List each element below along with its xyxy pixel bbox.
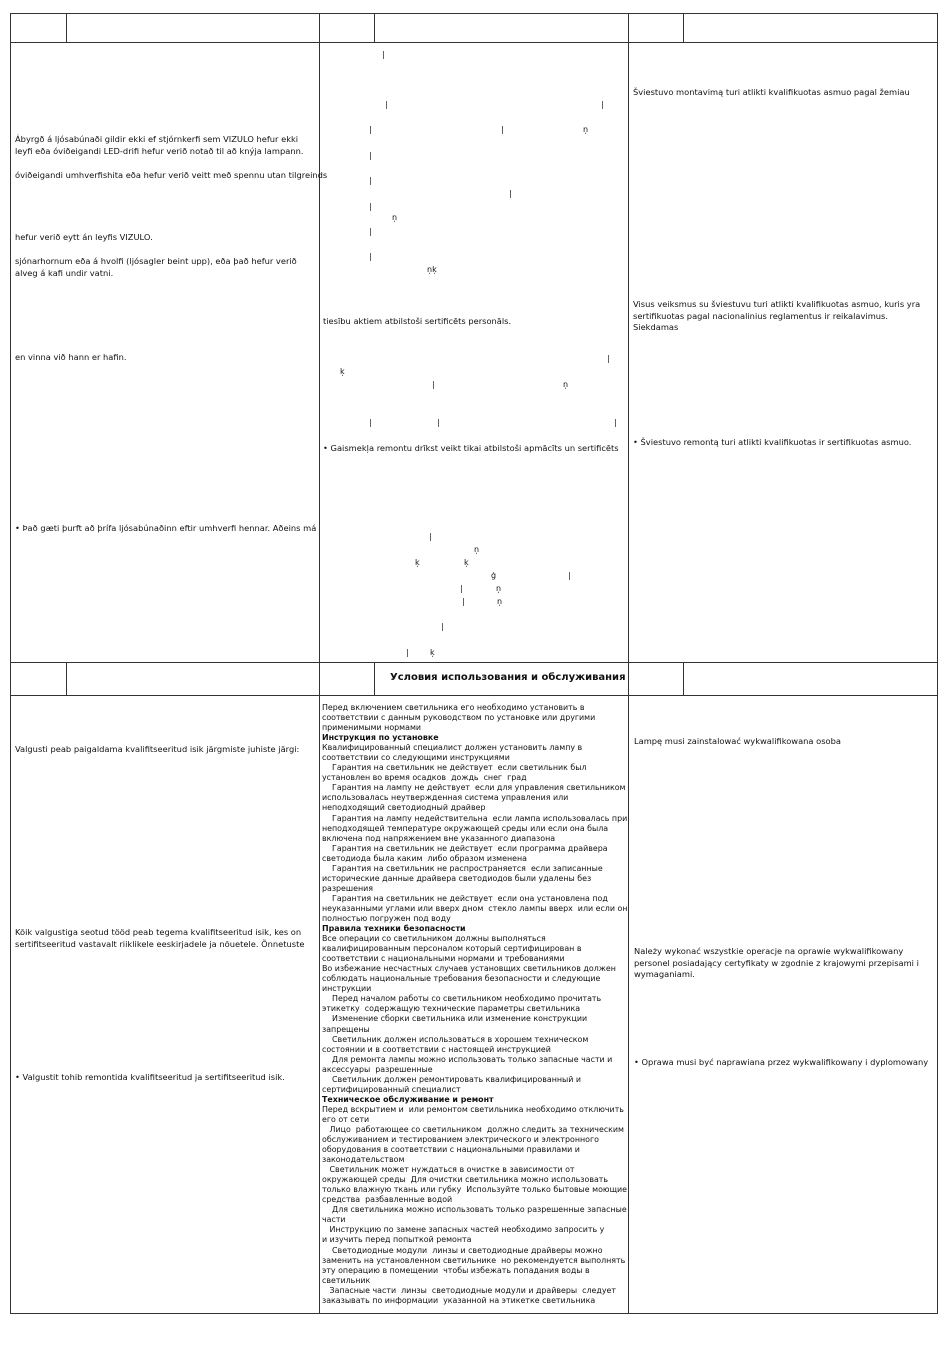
latvian-glyph: ņ <box>583 125 589 134</box>
polish-safety-text: Należy wykonać wszystkie operacje na oprawie wykwalifikowany personel posiadający certyfikaty w zgodnie z krajowymi przepisami i wymaganiami. <box>634 946 919 979</box>
russian-paragraph: Инструкцию по замене запасных частей необходимо запросить у и изучить перед попыткой ремонта <box>322 1225 640 1245</box>
russian-paragraph: Светодиодные модули линзы и светодиодные драйверы можно заменить на установленном светильнике но рекомендуется выполнять эту операцию в помещении чтобы избежать попадания воды в светильник <box>322 1245 628 1285</box>
latvian-glyph: ķ <box>415 558 420 567</box>
lithuanian-safety-text: Visus veiksmus su šviestuvu turi atlikti kvalifikuotas asmuo, kuris yra sertifikuotas pagal nacionalinius reglamentus ir reikalavimus. Siekdamas <box>633 299 921 332</box>
middle-header-bottom-line <box>10 695 938 696</box>
header-row-bottom-line <box>10 42 938 43</box>
estonian-safety-text: Kõik valgustiga seotud tööd peab tegema kvalifitseeritud isik, kes on sertifitseeritud vastavalt riiklikele eeskirjadele ja nõuetele. Õnnetuste <box>15 927 305 949</box>
russian-paragraph: Перед вскрытием и или ремонтом светильника необходимо отключить его от сети <box>322 1104 627 1124</box>
latvian-glyph: | <box>441 622 444 631</box>
estonian-repair-bullet: • Valgustit tohib remontida kvalifitseeritud ja sertifitseeritud isik. <box>15 1072 285 1082</box>
russian-paragraph: Лицо работающее со светильником должно следить за техническим обслуживанием и тестированием электрического и электронного оборудования в соответствии с национальными правилами и законодательством <box>322 1124 627 1165</box>
russian-paragraph: Гарантия на светильник не действует если светильник был установлен во время осадков дождь снег град <box>322 763 590 783</box>
latvian-glyph: | <box>369 151 372 160</box>
russian-paragraph: Светильник должен ремонтировать квалифицированный и сертифицированный специалист <box>322 1074 584 1094</box>
latvian-glyph: ķ <box>340 367 345 376</box>
russian-paragraph: Светильник может нуждаться в очистке в зависимости от окружающей среды Для очистки светильника можно использовать только влажную ткань или губку Используйте только бытовые моющие средства разбавленные водой <box>322 1165 630 1205</box>
russian-paragraph: Гарантия на светильник не распространяется если записанные исторические данные драйвера светодиодов были удалены без разрешения <box>322 863 606 893</box>
russian-subheading: Правила техники безопасности <box>322 924 466 934</box>
column-divider-2 <box>628 13 629 1314</box>
russian-subheading: Инструкция по установке <box>322 733 439 743</box>
icelandic-temperature-text: óviðeigandi umhverfishita eða hefur verið veitt með spennu utan tilgreinds <box>15 170 328 180</box>
russian-paragraph: Перед включением светильника его необходимо установить в соответствии с данным руководством по установке или другими применимыми нормами <box>322 703 598 733</box>
latvian-repair-bullet: • Gaismekļa remontu drīkst veikt tikai atbilstoši apmācīts un sertificēts <box>323 443 619 453</box>
russian-paragraph: Гарантия на светильник не действует если она установлена под неуказанными углами или вверх дном стекло лампы вверх или если он полностью погружен под воду <box>322 893 630 923</box>
latvian-glyph: | <box>460 584 463 593</box>
russian-paragraph: Перед началом работы со светильником необходимо прочитать этикетку содержащую технические параметры светильника <box>322 994 604 1014</box>
icelandic-work-started: en vinna við hann er hafin. <box>15 352 127 362</box>
header-cell-divider-3 <box>683 13 684 42</box>
russian-paragraph: Квалифицированный специалист должен установить лампу в соответствии со следующими инструкциями <box>322 743 585 763</box>
russian-paragraph: Гарантия на светильник не действует если программа драйвера светодиода была каким либо образом изменена <box>322 843 611 863</box>
icelandic-cleaning-bullet: • Það gæti þurft að þrífa ljósabúnaðinn eftir umhverfi hennar. Aðeins má <box>15 523 317 533</box>
latvian-glyph: ņ <box>496 584 502 593</box>
latvian-glyph: ķ <box>430 648 435 657</box>
lithuanian-installation-text: Šviestuvo montavimą turi atlikti kvalifikuotas asmuo pagal žemiau <box>633 87 910 97</box>
icelandic-angles-text: sjónarhornum eða á hvolfi (ljósagler beint upp), eða það hefur verið alveg á kafi undir vatni. <box>15 256 297 278</box>
latvian-glyph: | <box>369 227 372 236</box>
russian-paragraph: Гарантия на лампу не действует если для управления светильником использовалась неутвержденная система управления или неподходящий светодиодный драйвер <box>322 783 629 813</box>
latvian-glyph: ņ <box>563 380 569 389</box>
latvian-glyph: | <box>406 648 409 657</box>
latvian-glyph: ņ <box>392 213 398 222</box>
mid-header-cell-divider-2 <box>374 662 375 695</box>
latvian-glyph: | <box>509 189 512 198</box>
column-divider-1 <box>319 13 320 1314</box>
latvian-glyph: | <box>369 125 372 134</box>
latvian-glyph: | <box>382 50 385 59</box>
middle-header-top-line <box>10 662 938 663</box>
latvian-glyph: ģ <box>491 571 497 580</box>
latvian-certified-staff: tiesību aktiem atbilstoši sertificēts personāls. <box>323 316 512 326</box>
russian-subheading: Техническое обслуживание и ремонт <box>322 1094 494 1104</box>
latvian-glyph: | <box>369 176 372 185</box>
header-cell-divider-1 <box>66 13 67 42</box>
latvian-glyph: | <box>369 418 372 427</box>
latvian-glyph: ņ <box>474 545 480 554</box>
latvian-glyph: | <box>437 418 440 427</box>
latvian-glyph: ņ <box>497 597 503 606</box>
lithuanian-repair-bullet: • Šviestuvo remontą turi atlikti kvalifikuotas ir sertifikuotas asmuo. <box>633 437 912 447</box>
russian-paragraph: Запасные части линзы светодиодные модули и драйверы следует заказывать по информации указанной на этикетке светильника <box>322 1285 619 1305</box>
latvian-glyph: | <box>369 202 372 211</box>
latvian-glyph: | <box>607 354 610 363</box>
latvian-glyph: | <box>369 252 372 261</box>
russian-paragraph: Для светильника можно использовать только разрешенные запасные части <box>322 1205 630 1225</box>
latvian-glyph: | <box>432 380 435 389</box>
russian-paragraph: Все операции со светильником должны выполняться квалифицированным персоналом который сертифицирован в соответствии с национальными нормами и требованиями <box>322 934 584 964</box>
russian-instructions-text <box>322 703 640 1306</box>
latvian-glyph: | <box>385 100 388 109</box>
russian-paragraph: Во избежание несчастных случаев установщих светильников должен соблюдать национальные требования безопасности и следующие инструкции <box>322 964 619 994</box>
latvian-glyph: | <box>601 100 604 109</box>
russian-paragraph: Для ремонта лампы можно использовать только запасные части и аксессуары разрешенные <box>322 1054 615 1074</box>
polish-repair-bullet: • Oprawa musi być naprawiana przez wykwalifikowany i dyplomowany <box>634 1057 929 1067</box>
russian-paragraph: Гарантия на лампу недействительна если лампа использовалась при неподходящей температуре окружающей среды или если она была включена под напряжением вне указанного диапазона <box>322 813 630 843</box>
header-cell-divider-2 <box>374 13 375 42</box>
russian-paragraph: Светильник должен использоваться в хорошем техническом состоянии и в соответствии с настоящей инструкцией <box>322 1034 591 1054</box>
russian-paragraph: Изменение сборки светильника или изменение конструкции запрещены <box>322 1014 590 1034</box>
russian-section-heading: Условия использования и обслуживания <box>390 672 626 683</box>
latvian-glyph: | <box>429 532 432 541</box>
estonian-installation-text: Valgusti peab paigaldama kvalifitseeritud isik järgmiste juhiste järgi: <box>15 744 300 754</box>
mid-header-cell-divider-3 <box>683 662 684 695</box>
latvian-glyph: | <box>462 597 465 606</box>
latvian-glyph: | <box>501 125 504 134</box>
latvian-glyph: ķ <box>464 558 469 567</box>
mid-header-cell-divider-1 <box>66 662 67 695</box>
latvian-glyph: | <box>614 418 617 427</box>
polish-installation-text: Lampę musi zainstalować wykwalifikowana osoba <box>634 736 841 746</box>
icelandic-warranty-driver: Ábyrgð á ljósabúnaði gildir ekki ef stjórnkerfi sem VIZULO hefur ekki leyfi eða óviðeigandi LED-drifi hefur verið notað til að knýja lampann. <box>15 134 304 156</box>
icelandic-history-deleted: hefur verið eytt án leyfis VIZULO. <box>15 232 153 242</box>
latvian-glyph: ņķ <box>427 265 437 274</box>
latvian-glyph: | <box>568 571 571 580</box>
